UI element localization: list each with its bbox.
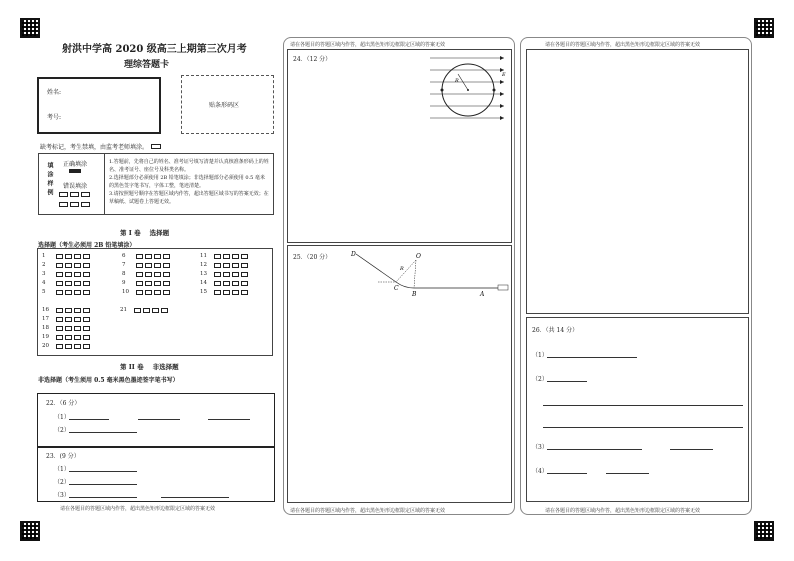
answer-bubble[interactable] bbox=[154, 254, 161, 259]
name-label: 姓名: bbox=[47, 89, 62, 96]
answer-bubble[interactable] bbox=[154, 281, 161, 286]
answer-bubble[interactable] bbox=[154, 263, 161, 268]
answer-bubble[interactable] bbox=[83, 317, 90, 322]
barcode-label: 贴条形码区 bbox=[209, 102, 240, 109]
answer-bubble[interactable] bbox=[136, 281, 143, 286]
instruction-1: 1.答题前，先将自己的姓名、准考证号填写清楚并认真核准条形码上的姓名、准考证号、座位号及科类名称。 bbox=[109, 159, 269, 173]
notice-middle-bottom: 请在各题目的答题区域内作答，超出黑色矩形边框限定区域的答案无效 bbox=[290, 508, 446, 514]
question-number: 19 bbox=[42, 334, 49, 340]
answer-bubble[interactable] bbox=[65, 335, 72, 340]
question-number: 18 bbox=[42, 325, 49, 331]
q26-label: 26．（共 14 分） bbox=[532, 327, 579, 334]
notice-middle-top: 请在各题目的答题区域内作答，超出黑色矩形边框限定区域的答案无效 bbox=[290, 42, 446, 48]
answer-bubble[interactable] bbox=[136, 272, 143, 277]
answer-bubble[interactable] bbox=[152, 308, 159, 313]
choice-row-12 bbox=[200, 262, 250, 268]
answer-bubble[interactable] bbox=[56, 281, 63, 286]
q23-label: 23．(9 分） bbox=[46, 453, 80, 460]
q22-answer-line-1b[interactable] bbox=[138, 419, 180, 420]
number-label: 考号: bbox=[47, 114, 62, 121]
answer-bubble[interactable] bbox=[214, 254, 221, 259]
instruction-2: 2.选择题部分必须使用 2B 铅笔填涂；非选择题部分必须使用 0.5 毫米的黑色签字笔书写，字体工整，笔迹清楚。 bbox=[109, 175, 265, 189]
answer-bubble[interactable] bbox=[56, 308, 63, 313]
answer-bubble[interactable] bbox=[232, 254, 239, 259]
answer-bubble[interactable] bbox=[65, 254, 72, 259]
q23-part3: （3） bbox=[54, 492, 70, 499]
notice-left: 请在各题目的答题区域内作答，超出黑色矩形边框限定区域的答案无效 bbox=[60, 506, 216, 512]
answer-bubble[interactable] bbox=[143, 308, 150, 313]
q25-label: 25．（20 分） bbox=[293, 254, 332, 261]
q23-answer-line-3b[interactable] bbox=[161, 497, 229, 498]
choice-row-13 bbox=[200, 271, 250, 277]
question-number: 20 bbox=[42, 343, 49, 349]
answer-bubble[interactable] bbox=[136, 254, 143, 259]
q26-part2: （2） bbox=[532, 376, 548, 383]
absent-note: 缺考标记，考生禁填，由监考老师填涂。 bbox=[40, 142, 163, 151]
question-number: 10 bbox=[122, 289, 129, 295]
section2-subtitle: 非选择题（考生须用 0.5 毫米黑色墨迹签字笔书写） bbox=[38, 377, 179, 384]
student-info-box bbox=[37, 77, 161, 134]
answer-bubble[interactable] bbox=[74, 272, 81, 277]
choice-row-18 bbox=[42, 325, 92, 331]
answer-bubble[interactable] bbox=[154, 272, 161, 277]
answer-bubble[interactable] bbox=[163, 290, 170, 295]
answer-bubble[interactable] bbox=[232, 281, 239, 286]
answer-bubble[interactable] bbox=[56, 317, 63, 322]
answer-bubble[interactable] bbox=[223, 263, 230, 268]
answer-bubble[interactable] bbox=[136, 290, 143, 295]
choice-row-2 bbox=[42, 262, 92, 268]
answer-bubble[interactable] bbox=[232, 272, 239, 277]
q23-answer-line-2[interactable] bbox=[69, 484, 137, 485]
choice-row-1 bbox=[42, 253, 92, 259]
answer-bubble[interactable] bbox=[56, 335, 63, 340]
q23-part1: （1） bbox=[54, 466, 70, 473]
choice-row-8 bbox=[122, 271, 172, 277]
answer-bubble[interactable] bbox=[163, 254, 170, 259]
q25-figure bbox=[348, 248, 513, 298]
answer-bubble[interactable] bbox=[241, 272, 248, 277]
q26-answer-line-4b[interactable] bbox=[606, 473, 649, 474]
fill-example-divider bbox=[104, 154, 105, 214]
answer-bubble[interactable] bbox=[74, 308, 81, 313]
answer-bubble[interactable] bbox=[145, 272, 152, 277]
question-number: 1 bbox=[42, 253, 46, 259]
fill-example-side-label: 填涂样例 bbox=[46, 162, 53, 198]
answer-bubble[interactable] bbox=[145, 290, 152, 295]
choice-row-4 bbox=[42, 280, 92, 286]
choice-row-19 bbox=[42, 334, 92, 340]
q26-answer-line-3b[interactable] bbox=[670, 449, 713, 450]
q25-O-label: O bbox=[416, 253, 421, 260]
answer-bubble[interactable] bbox=[56, 326, 63, 331]
answer-bubble[interactable] bbox=[83, 326, 90, 331]
answer-bubble[interactable] bbox=[136, 263, 143, 268]
q26-part4: （4） bbox=[532, 468, 548, 475]
answer-bubble[interactable] bbox=[241, 290, 248, 295]
wrong-fill-label: 错误填涂 bbox=[63, 183, 88, 190]
instructions bbox=[109, 158, 269, 206]
answer-bubble[interactable] bbox=[74, 263, 81, 268]
q25-box bbox=[287, 245, 512, 503]
choice-row-17 bbox=[42, 316, 92, 322]
section1-title: 第 I 卷 选择题 bbox=[120, 229, 170, 237]
corner-marker-bottom-right bbox=[754, 521, 774, 541]
q24-box bbox=[287, 49, 512, 243]
answer-bubble[interactable] bbox=[161, 308, 168, 313]
question-number: 8 bbox=[122, 271, 126, 277]
answer-bubble[interactable] bbox=[163, 272, 170, 277]
answer-bubble[interactable] bbox=[83, 308, 90, 313]
answer-bubble[interactable] bbox=[154, 290, 161, 295]
question-number: 15 bbox=[200, 289, 207, 295]
answer-bubble[interactable] bbox=[56, 272, 63, 277]
question-number: 6 bbox=[122, 253, 126, 259]
answer-bubble[interactable] bbox=[74, 335, 81, 340]
notice-right-bottom: 请在各题目的答题区域内作答，超出黑色矩形边框限定区域的答案无效 bbox=[545, 508, 701, 514]
q24-label: 24．（12 分） bbox=[293, 56, 332, 63]
answer-bubble[interactable] bbox=[83, 272, 90, 277]
section1-subtitle: 选择题（考生必须用 2B 铅笔填涂） bbox=[38, 242, 136, 249]
answer-bubble[interactable] bbox=[241, 254, 248, 259]
choice-row-14 bbox=[200, 280, 250, 286]
answer-bubble[interactable] bbox=[134, 308, 141, 313]
choice-row-16 bbox=[42, 307, 92, 313]
answer-bubble[interactable] bbox=[232, 263, 239, 268]
question-number: 16 bbox=[42, 307, 49, 313]
question-number: 7 bbox=[122, 262, 126, 268]
answer-bubble[interactable] bbox=[65, 290, 72, 295]
answer-bubble[interactable] bbox=[74, 290, 81, 295]
school-title: 射洪中学高 2020 级高三上期第三次月考 bbox=[62, 44, 247, 55]
q23-part2: （2） bbox=[54, 479, 70, 486]
answer-bubble[interactable] bbox=[83, 290, 90, 295]
answer-bubble[interactable] bbox=[214, 290, 221, 295]
answer-bubble[interactable] bbox=[241, 263, 248, 268]
answer-bubble[interactable] bbox=[83, 263, 90, 268]
question-number: 9 bbox=[122, 280, 126, 286]
correct-fill-sample bbox=[69, 169, 81, 173]
choice-row-6 bbox=[122, 253, 172, 259]
q24-continuation-box bbox=[526, 49, 749, 314]
wrong-fill-samples-2 bbox=[59, 202, 92, 209]
choice-row-3 bbox=[42, 271, 92, 277]
choice-row-7 bbox=[122, 262, 172, 268]
absent-checkbox[interactable] bbox=[151, 144, 161, 149]
q25-C-label: C bbox=[394, 285, 399, 292]
answer-bubble[interactable] bbox=[214, 272, 221, 277]
question-number: 13 bbox=[200, 271, 207, 277]
answer-bubble[interactable] bbox=[65, 308, 72, 313]
answer-bubble[interactable] bbox=[163, 263, 170, 268]
barcode-area bbox=[181, 75, 274, 134]
question-number: 5 bbox=[42, 289, 46, 295]
q26-box bbox=[526, 317, 749, 502]
corner-marker-top-left bbox=[20, 18, 40, 38]
instruction-3: 3.请按照题号顺序在答题区域内作答，超出答题区域书写的答案无效；在草稿纸、试题卷上答题无效。 bbox=[109, 191, 269, 205]
q26-answer-line-2b[interactable] bbox=[543, 405, 743, 406]
q23-box bbox=[37, 447, 275, 502]
answer-bubble[interactable] bbox=[232, 290, 239, 295]
question-number: 2 bbox=[42, 262, 46, 268]
answer-bubble[interactable] bbox=[163, 281, 170, 286]
q23-answer-line-1[interactable] bbox=[69, 471, 137, 472]
answer-bubble[interactable] bbox=[56, 344, 63, 349]
choice-row-11 bbox=[200, 253, 250, 259]
q26-part1: （1） bbox=[532, 352, 548, 359]
q26-answer-line-2c[interactable] bbox=[543, 427, 743, 428]
corner-marker-top-right bbox=[754, 18, 774, 38]
section2-title: 第 II 卷 非选择题 bbox=[120, 363, 179, 371]
q25-R-label: R bbox=[400, 266, 404, 272]
q25-B-label: B bbox=[412, 291, 417, 298]
answer-bubble[interactable] bbox=[74, 326, 81, 331]
corner-marker-bottom-left bbox=[20, 521, 40, 541]
answer-bubble[interactable] bbox=[74, 281, 81, 286]
answer-bubble[interactable] bbox=[83, 335, 90, 340]
answer-bubble[interactable] bbox=[223, 254, 230, 259]
answer-bubble[interactable] bbox=[65, 344, 72, 349]
answer-bubble[interactable] bbox=[65, 326, 72, 331]
choice-row-21 bbox=[120, 307, 170, 313]
correct-fill-label: 正确填涂 bbox=[63, 161, 88, 168]
notice-right-top: 请在各题目的答题区域内作答，超出黑色矩形边框限定区域的答案无效 bbox=[545, 42, 701, 48]
q23-answer-line-3a[interactable] bbox=[69, 497, 137, 498]
choice-row-15 bbox=[200, 289, 250, 295]
answer-bubble[interactable] bbox=[223, 281, 230, 286]
q26-answer-line-1[interactable] bbox=[547, 357, 637, 358]
question-number: 3 bbox=[42, 271, 46, 277]
answer-bubble[interactable] bbox=[65, 317, 72, 322]
answer-bubble[interactable] bbox=[56, 290, 63, 295]
answer-bubble[interactable] bbox=[74, 317, 81, 322]
question-number: 4 bbox=[42, 280, 46, 286]
answer-bubble[interactable] bbox=[214, 263, 221, 268]
q22-answer-line-1c[interactable] bbox=[208, 419, 250, 420]
answer-bubble[interactable] bbox=[83, 344, 90, 349]
question-number: 21 bbox=[120, 307, 127, 313]
q24-figure bbox=[428, 52, 508, 128]
answer-bubble[interactable] bbox=[74, 344, 81, 349]
question-number: 11 bbox=[200, 253, 207, 259]
answer-bubble[interactable] bbox=[241, 281, 248, 286]
answer-bubble[interactable] bbox=[214, 281, 221, 286]
q26-answer-line-2a[interactable] bbox=[547, 381, 587, 382]
answer-bubble[interactable] bbox=[65, 281, 72, 286]
q26-answer-line-3a[interactable] bbox=[547, 449, 642, 450]
choice-row-10 bbox=[122, 289, 172, 295]
choice-grid bbox=[37, 248, 273, 356]
q25-D-label: D bbox=[351, 251, 356, 258]
choice-row-5 bbox=[42, 289, 92, 295]
answer-bubble[interactable] bbox=[145, 281, 152, 286]
answer-bubble[interactable] bbox=[83, 254, 90, 259]
q22-answer-line-2[interactable] bbox=[69, 432, 137, 433]
answer-bubble[interactable] bbox=[56, 254, 63, 259]
answer-bubble[interactable] bbox=[83, 281, 90, 286]
answer-bubble[interactable] bbox=[65, 272, 72, 277]
q25-A-label: A bbox=[480, 291, 485, 298]
fill-example-box bbox=[38, 153, 274, 215]
answer-bubble[interactable] bbox=[145, 263, 152, 268]
wrong-fill-samples bbox=[59, 192, 92, 199]
q22-answer-line-1a[interactable] bbox=[69, 419, 109, 420]
answer-bubble[interactable] bbox=[223, 290, 230, 295]
card-subtitle: 理综答题卡 bbox=[124, 60, 170, 70]
choice-row-20 bbox=[42, 343, 92, 349]
answer-bubble[interactable] bbox=[74, 254, 81, 259]
q22-part2: （2） bbox=[54, 427, 70, 434]
q22-label: 22．（6 分） bbox=[46, 400, 81, 407]
q22-part1: （1） bbox=[54, 414, 70, 421]
answer-bubble[interactable] bbox=[56, 263, 63, 268]
choice-row-9 bbox=[122, 280, 172, 286]
question-number: 12 bbox=[200, 262, 207, 268]
question-number: 17 bbox=[42, 316, 49, 322]
question-number: 14 bbox=[200, 280, 207, 286]
answer-bubble[interactable] bbox=[223, 272, 230, 277]
answer-bubble[interactable] bbox=[65, 263, 72, 268]
q24-R-label: R bbox=[455, 78, 459, 84]
q24-E-label: E bbox=[502, 72, 506, 78]
answer-bubble[interactable] bbox=[145, 254, 152, 259]
q22-box bbox=[37, 393, 275, 447]
q26-answer-line-4a[interactable] bbox=[547, 473, 587, 474]
q26-part3: （3） bbox=[532, 444, 548, 451]
